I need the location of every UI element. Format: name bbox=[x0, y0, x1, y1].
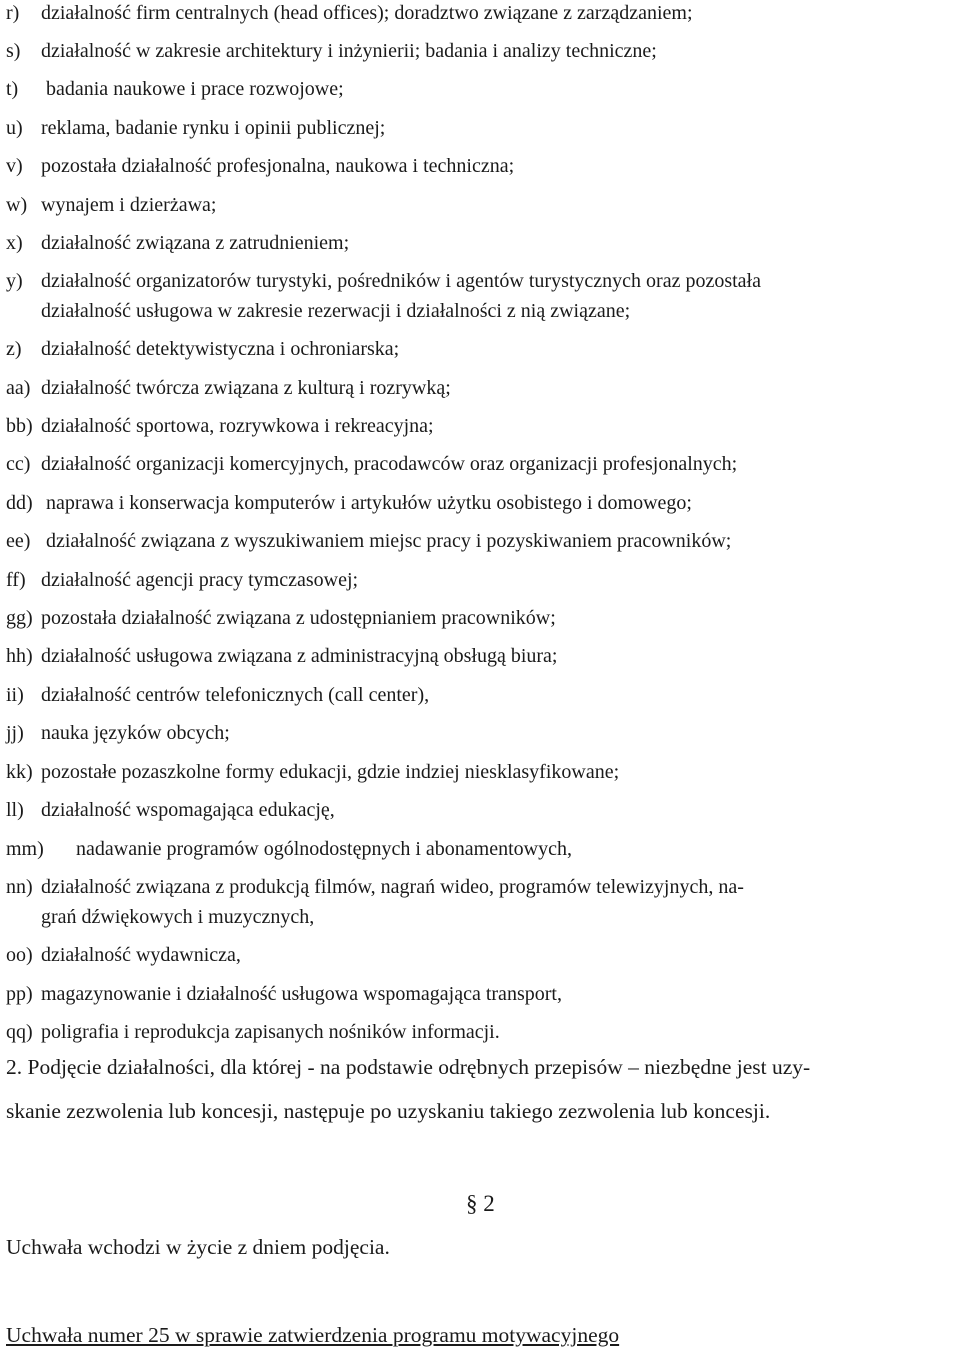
list-item-text: działalność agencji pracy tymczasowej; bbox=[41, 569, 359, 591]
list-item-text: działalność związana z produkcją filmów, nagrań wideo, programów telewizyjnych, na- bbox=[41, 876, 744, 898]
list-item-text: działalność twórcza związana z kulturą i rozrywką; bbox=[41, 377, 451, 399]
list-marker: nn) bbox=[6, 876, 33, 898]
list-item-text: nauka języków obcych; bbox=[41, 722, 230, 744]
list-marker: ee) bbox=[6, 530, 31, 552]
list-item-text: działalność organizatorów turystyki, pośredników i agentów turystycznych oraz pozostała bbox=[41, 270, 761, 292]
list-item-text: reklama, badanie rynku i opinii publicznej; bbox=[41, 117, 386, 139]
list-item-text: nadawanie programów ogólnodostępnych i abonamentowych, bbox=[76, 838, 572, 860]
list-marker: cc) bbox=[6, 453, 31, 475]
list-marker: w) bbox=[6, 194, 28, 216]
list-item-text: działalność usługowa związana z administracyjną obsługą biura; bbox=[41, 645, 558, 667]
list-item-text: naprawa i konserwacja komputerów i artykułów użytku osobistego i domowego; bbox=[46, 492, 692, 514]
list-item-text: badania naukowe i prace rozwojowe; bbox=[46, 78, 344, 100]
list-marker: jj) bbox=[6, 722, 24, 744]
list-item-text: działalność związana z zatrudnieniem; bbox=[41, 232, 350, 254]
list-item-text: działalność sportowa, rozrywkowa i rekreacyjna; bbox=[41, 415, 434, 437]
list-marker: ll) bbox=[6, 799, 24, 821]
list-marker: mm) bbox=[6, 838, 44, 860]
list-item-text: działalność firm centralnych (head offices); doradztwo związane z zarządzaniem; bbox=[41, 2, 693, 24]
list-item-text: działalność związana z wyszukiwaniem miejsc pracy i pozyskiwaniem pracowników; bbox=[46, 530, 732, 552]
list-item-text: poligrafia i reprodukcja zapisanych nośników informacji. bbox=[41, 1021, 500, 1043]
list-marker: oo) bbox=[6, 944, 33, 966]
list-marker: u) bbox=[6, 117, 23, 139]
list-item-text: pozostałe pozaszkolne formy edukacji, gdzie indziej niesklasyfikowane; bbox=[41, 761, 620, 783]
list-marker: x) bbox=[6, 232, 23, 254]
list-marker: kk) bbox=[6, 761, 33, 783]
list-marker: ff) bbox=[6, 569, 26, 591]
list-marker: v) bbox=[6, 155, 23, 177]
list-marker: dd) bbox=[6, 492, 33, 514]
list-marker: aa) bbox=[6, 377, 31, 399]
list-item-text: działalność w zakresie architektury i inżynierii; badania i analizy techniczne; bbox=[41, 40, 657, 62]
list-marker: y) bbox=[6, 270, 23, 292]
paragraph-line-1: 2. Podjęcie działalności, dla której - na podstawie odrębnych przepisów – niezbędne jest uzy- bbox=[6, 1055, 811, 1079]
list-marker: pp) bbox=[6, 983, 33, 1005]
list-marker: qq) bbox=[6, 1021, 33, 1043]
list-item-text: działalność organizacji komercyjnych, pracodawców oraz organizacji profesjonalnych; bbox=[41, 453, 738, 475]
list-item-text-continuation: działalność usługowa w zakresie rezerwacji i działalności z nią związane; bbox=[41, 300, 631, 322]
list-item-text: działalność centrów telefonicznych (call center), bbox=[41, 684, 430, 706]
list-marker: t) bbox=[6, 78, 19, 100]
list-marker: s) bbox=[6, 40, 21, 62]
list-item-text: działalność wydawnicza, bbox=[41, 944, 241, 966]
paragraph-line-2: skanie zezwolenia lub koncesji, następuje po uzyskaniu takiego zezwolenia lub koncesji. bbox=[6, 1099, 771, 1123]
list-marker: bb) bbox=[6, 415, 33, 437]
list-item-text: działalność detektywistyczna i ochroniarska; bbox=[41, 338, 400, 360]
closing-text: Uchwała wchodzi w życie z dniem podjęcia. bbox=[6, 1235, 390, 1259]
list-item-text-continuation: grań dźwiękowych i muzycznych, bbox=[41, 906, 315, 928]
list-marker: z) bbox=[6, 338, 22, 360]
list-item-text: magazynowanie i działalność usługowa wspomagająca transport, bbox=[41, 983, 562, 1005]
list-marker: r) bbox=[6, 2, 20, 24]
resolution-title: Uchwała numer 25 w sprawie zatwierdzenia programu motywacyjnego bbox=[6, 1323, 620, 1347]
list-item-text: pozostała działalność związana z udostępnianiem pracowników; bbox=[41, 607, 556, 629]
list-item-text: pozostała działalność profesjonalna, naukowa i techniczna; bbox=[41, 155, 515, 177]
list-marker: gg) bbox=[6, 607, 33, 629]
list-item-text: działalność wspomagająca edukację, bbox=[41, 799, 335, 821]
list-marker: ii) bbox=[6, 684, 24, 706]
list-marker: hh) bbox=[6, 645, 33, 667]
section-sign: § 2 bbox=[466, 1191, 495, 1216]
list-item-text: wynajem i dzierżawa; bbox=[41, 194, 217, 216]
